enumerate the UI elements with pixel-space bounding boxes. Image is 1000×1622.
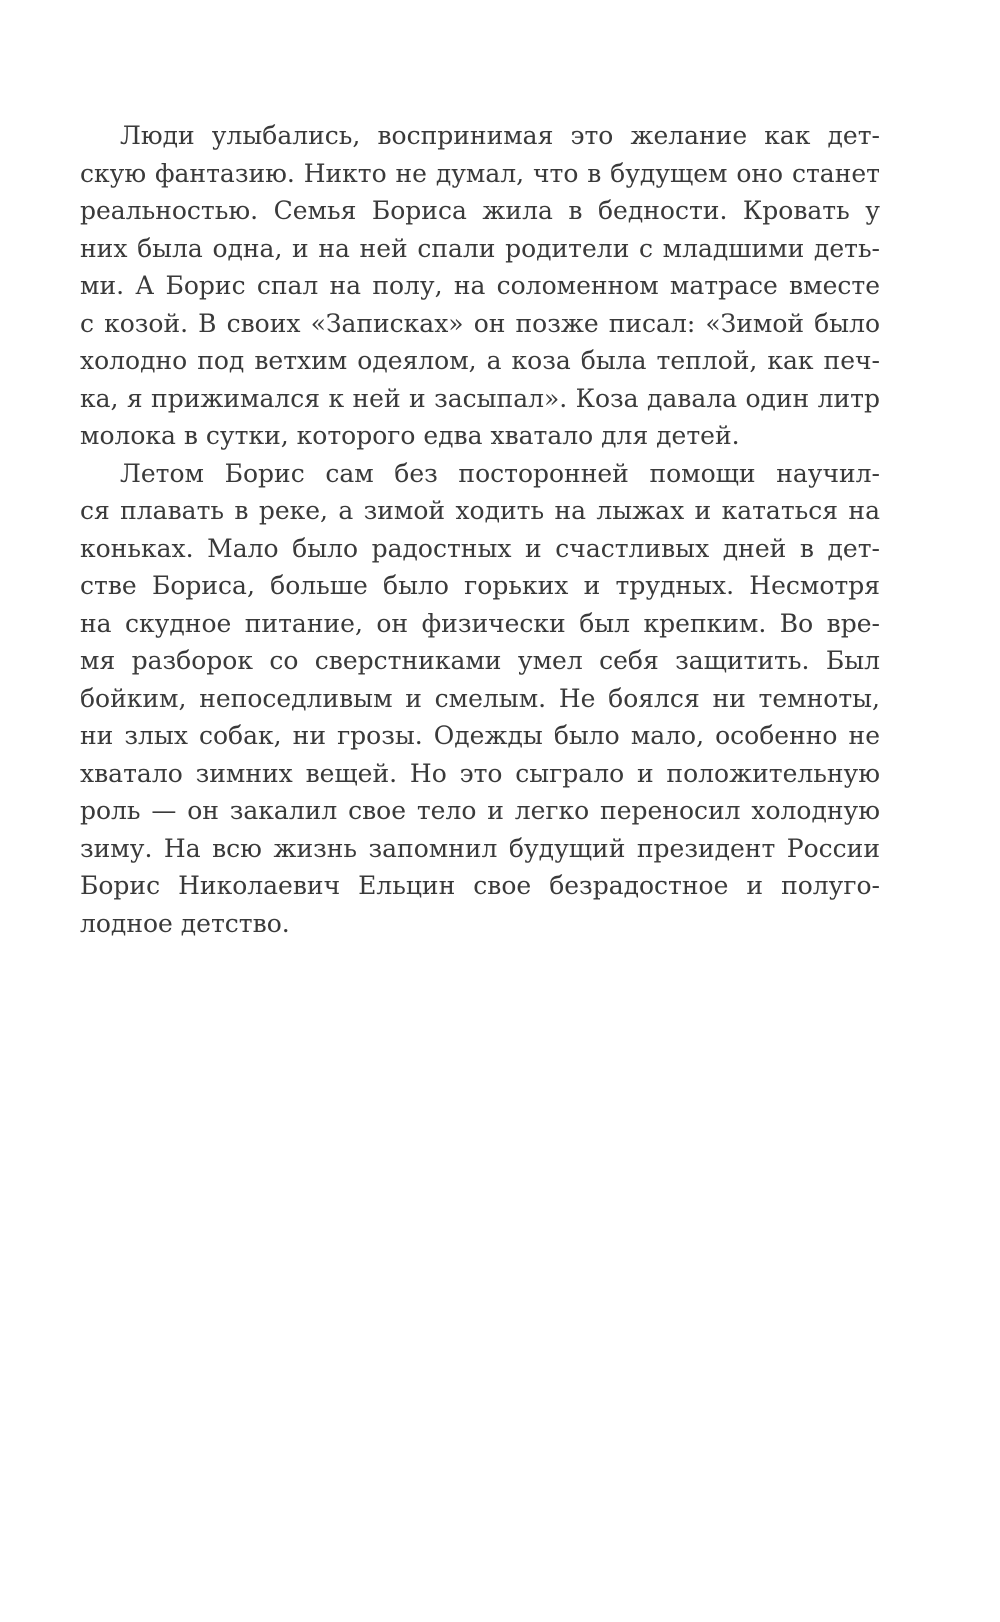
text-line: молока в сутки, которого едва хватало для детей. (80, 421, 740, 450)
text-line: скую фантазию. Никто не думал, что в будущем оно станет (80, 158, 880, 188)
text-line: ся плавать в реке, а зимой ходить на лыжах и кататься на (80, 496, 880, 525)
text-line: с козой. В своих «Записках» он позже писал: «Зимой было (80, 308, 880, 338)
text-line: ка, я прижимался к ней и засыпал». Коза давала один литр (80, 383, 880, 413)
paragraph-2 (80, 455, 880, 943)
body-text (80, 117, 880, 942)
text-line: бойким, непоседливым и смелым. Не боялся ни темноты, (80, 683, 880, 713)
text-line: Летом Борис сам без посторонней помощи научил- (120, 458, 880, 488)
text-line: Люди улыбались, воспринимая это желание как дет- (120, 121, 880, 150)
text-line: них была одна, и на ней спали родители с младшими деть- (80, 233, 880, 263)
text-line: стве Бориса, больше было горьких и трудных. Несмотря (80, 571, 880, 600)
paragraph-1 (80, 117, 880, 455)
text-line: хватало зимних вещей. Но это сыграло и положительную (80, 758, 880, 788)
text-line: на скудное питание, он физически был крепким. Во вре- (80, 608, 880, 638)
text-line: ми. А Борис спал на полу, на соломенном матрасе вместе (80, 271, 880, 300)
text-line: ни злых собак, ни грозы. Одежды было мало, особенно не (80, 721, 880, 750)
text-line: лодное детство. (80, 908, 290, 938)
text-line: реальностью. Семья Бориса жила в бедности. Кровать у (80, 196, 880, 225)
text-line: роль — он закалил свое тело и легко переносил холодную (80, 796, 880, 825)
text-line: зиму. На всю жизнь запомнил будущий президент России (80, 833, 880, 863)
text-line: мя разборок со сверстниками умел себя защитить. Был (80, 646, 880, 675)
text-line: холодно под ветхим одеялом, а коза была теплой, как печ- (80, 346, 880, 375)
text-line: Борис Николаевич Ельцин свое безрадостное и полуго- (80, 871, 880, 900)
text-line: коньках. Мало было радостных и счастливых дней в дет- (80, 533, 880, 563)
